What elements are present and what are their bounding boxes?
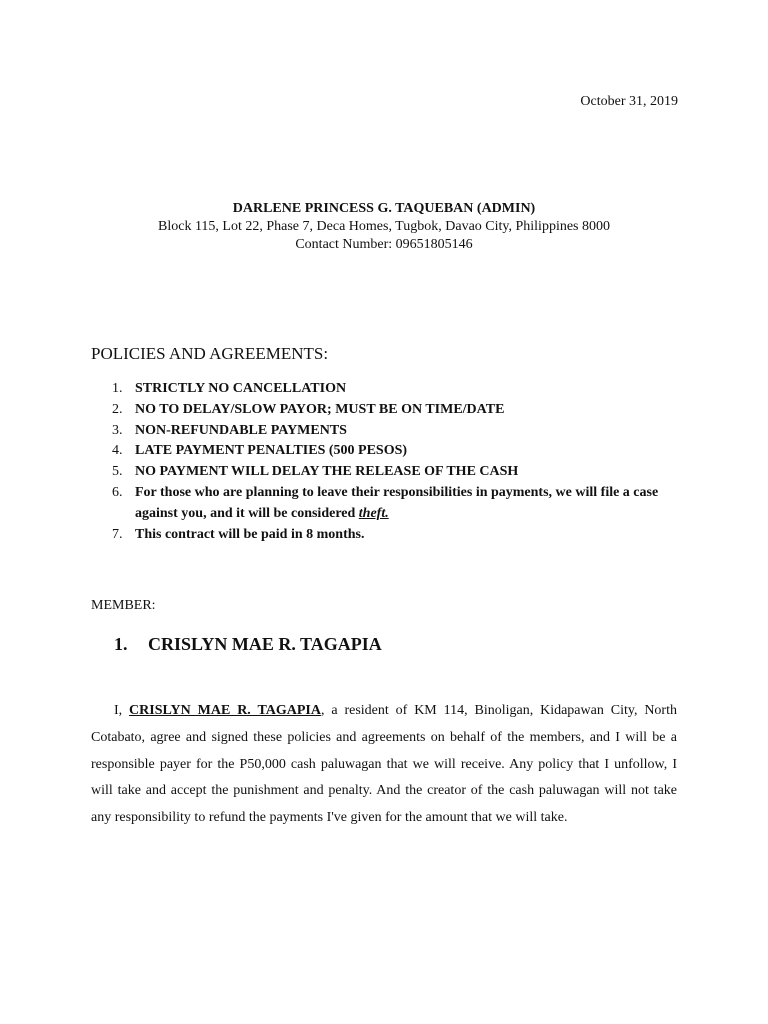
admin-contact: Contact Number: 09651805146 xyxy=(295,237,473,252)
policy-text: LATE PAYMENT PENALTIES (500 PESOS) xyxy=(135,443,408,459)
member-number: 1. xyxy=(114,634,128,654)
policy-text: NO TO DELAY/SLOW PAYOR; MUST BE ON TIME/DATE xyxy=(135,401,505,417)
policy-text: This contract will be paid in 8 months. xyxy=(135,526,365,542)
policies-title: POLICIES AND AGREEMENTS: xyxy=(91,344,329,363)
policy-item xyxy=(91,441,681,462)
policy-text: NON-REFUNDABLE PAYMENTS xyxy=(135,422,347,438)
policy-item xyxy=(91,462,681,483)
policies-list xyxy=(91,379,681,545)
policy-item xyxy=(91,421,681,442)
policy-text: STRICTLY NO CANCELLATION xyxy=(135,381,347,396)
member-name: CRISLYN MAE R. TAGAPIA xyxy=(148,634,382,654)
paragraph-member-name: CRISLYN MAE R. TAGAPIA xyxy=(129,703,321,718)
paragraph-prefix: I, xyxy=(114,703,130,718)
policy-item xyxy=(91,400,681,421)
policy-number: 7. xyxy=(112,526,123,542)
policy-text: NO PAYMENT WILL DELAY THE RELEASE OF THE CASH xyxy=(135,464,519,480)
admin-address: Block 115, Lot 22, Phase 7, Deca Homes, Tugbok, Davao City, Philippines 8000 xyxy=(158,219,610,234)
policy-text: For those who are planning to leave their responsibilities in payments, we will file a case against you, and it will be considered xyxy=(135,484,659,521)
policy-item xyxy=(91,483,681,525)
policy-item xyxy=(91,379,681,400)
admin-header xyxy=(0,200,768,254)
member-heading xyxy=(91,634,382,655)
policy-number: 6. xyxy=(112,484,123,500)
policy-emphasis: theft. xyxy=(358,505,389,521)
paragraph-body: , a resident of KM 114, Binoligan, Kidapawan City, North Cotabato, agree and signed these policies and agreements on behalf of the members, and I will be a responsible payer for the P50,000 cash paluwagan that we will receive. Any policy that I unfollow, I will take and accept the punishment and penalty. And the creator of the cash paluwagan will not take any responsibility to refund the payments I've given for the amount that we will take. xyxy=(91,703,677,826)
agreement-paragraph xyxy=(91,698,677,832)
policy-number: 2. xyxy=(112,401,123,417)
member-label: MEMBER: xyxy=(91,598,156,613)
admin-name: DARLENE PRINCESS G. TAQUEBAN (ADMIN) xyxy=(232,201,536,216)
policy-number: 4. xyxy=(112,443,123,459)
policy-number: 3. xyxy=(112,422,123,438)
policy-item xyxy=(91,525,681,546)
document-date: October 31, 2019 xyxy=(580,94,678,109)
policy-number: 1. xyxy=(112,381,123,396)
policy-number: 5. xyxy=(112,464,123,480)
